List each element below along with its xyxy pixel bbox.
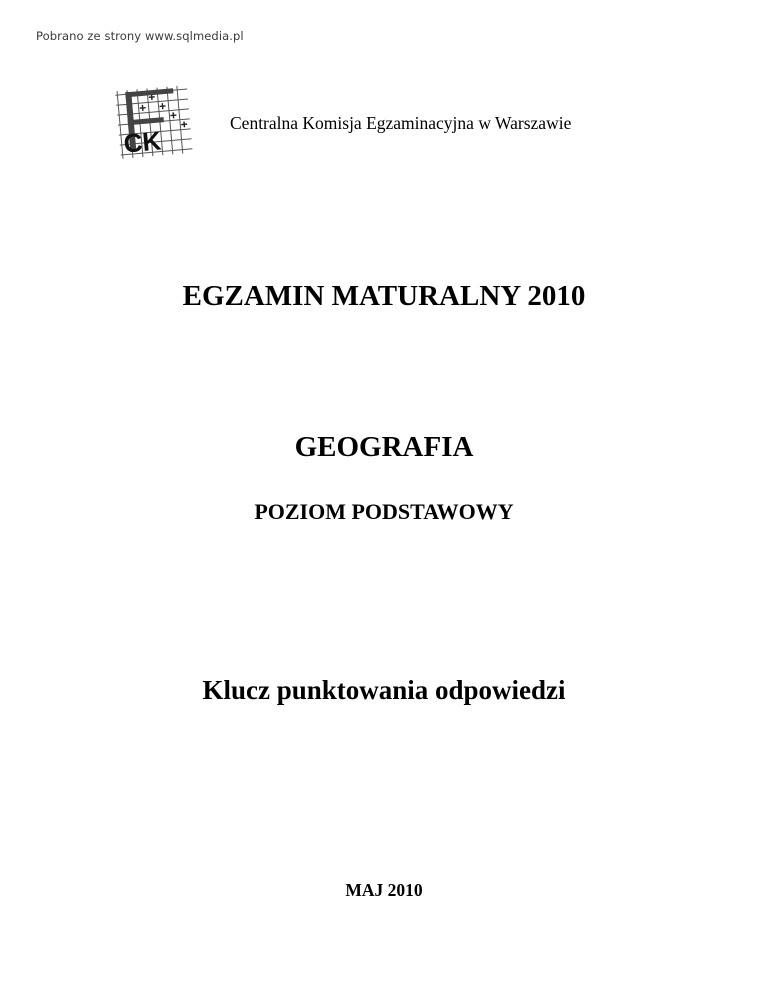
cke-logo-icon xyxy=(108,84,200,162)
svg-text:CK: CK xyxy=(122,125,163,159)
exam-level: POZIOM PODSTAWOWY xyxy=(254,499,514,524)
exam-title: EGZAMIN MATURALNY 2010 xyxy=(182,280,586,312)
exam-date: MAJ 2010 xyxy=(345,880,423,900)
subject-title: GEOGRAFIA xyxy=(294,431,474,463)
source-watermark: Pobrano ze strony www.sqlmedia.pl xyxy=(36,29,244,43)
institution-name: Centralna Komisja Egzaminacyjna w Warszawie xyxy=(230,113,572,133)
answer-key-title: Klucz punktowania odpowiedzi xyxy=(202,675,566,705)
